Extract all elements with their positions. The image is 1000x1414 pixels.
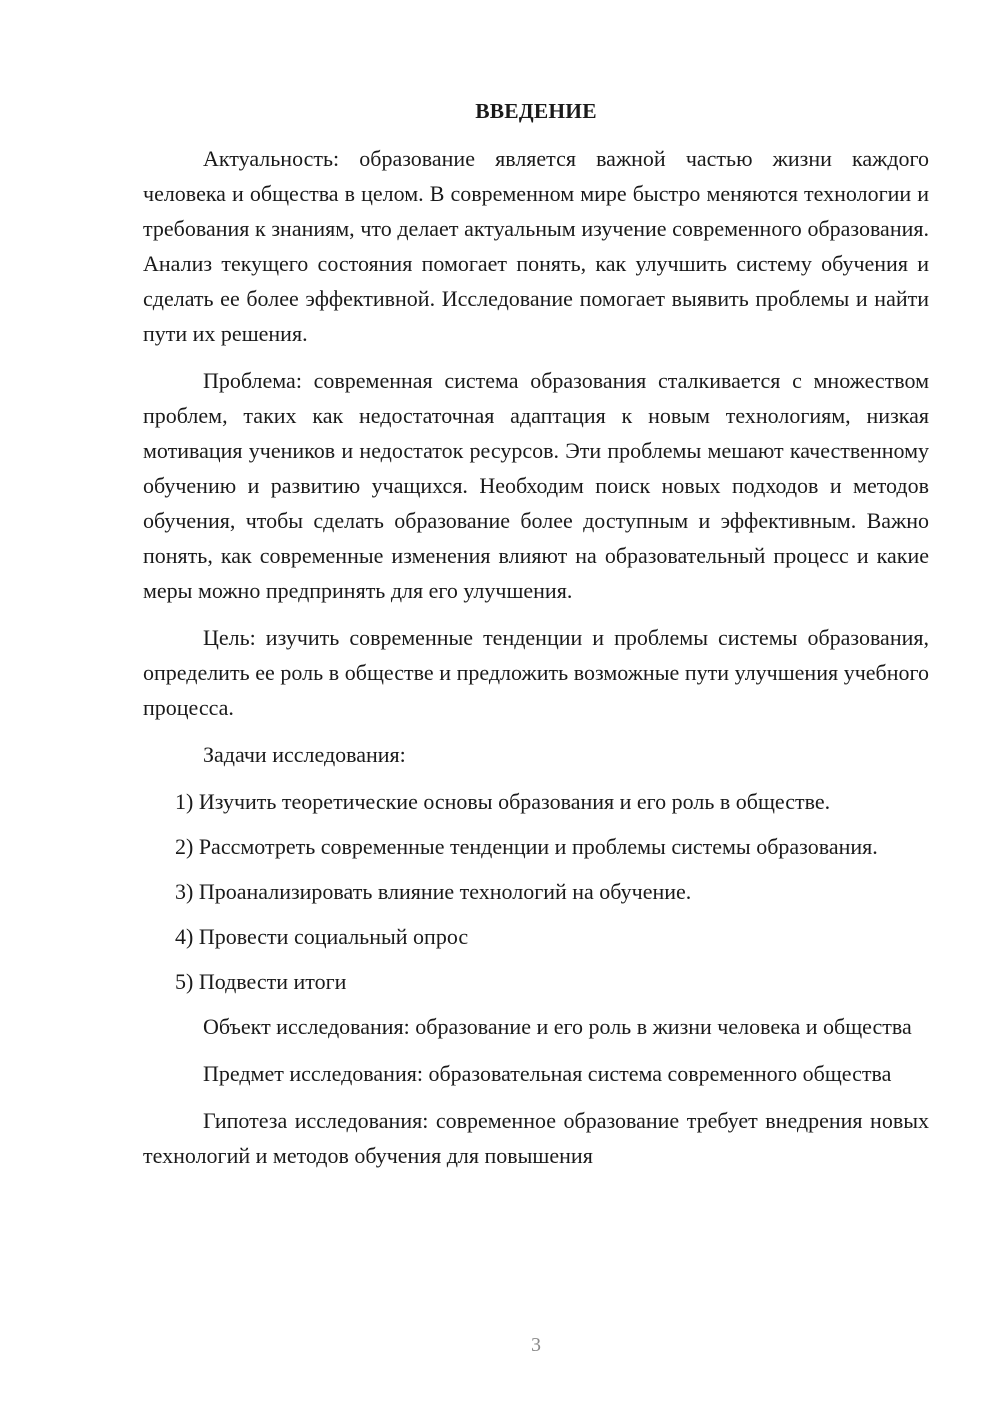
task-item-1: 1) Изучить теоретические основы образования и его роль в обществе. bbox=[175, 789, 831, 814]
page-number: 3 bbox=[531, 1334, 541, 1356]
task-item-2: 2) Рассмотреть современные тенденции и проблемы системы образования. bbox=[175, 834, 878, 859]
research-object-paragraph: Объект исследования: образование и его роль в жизни человека и общества bbox=[203, 1014, 912, 1039]
task-item-5: 5) Подвести итоги bbox=[175, 969, 347, 994]
goal-paragraph: Цель: изучить современные тенденции и проблемы системы образования, определить ее роль в обществе и предложить возможные пути улучшения учебного процесса. bbox=[143, 625, 929, 720]
section-title: ВВЕДЕНИЕ bbox=[475, 99, 597, 123]
hypothesis-paragraph: Гипотеза исследования: современное образование требует внедрения новых технологий и методов обучения для повышения bbox=[143, 1108, 929, 1168]
relevance-paragraph: Актуальность: образование является важной частью жизни каждого человека и общества в целом. В современном мире быстро меняются технологии и требования к знаниям, что делает актуальным изучение современного образования. Анализ текущего состояния помогает понять, как улучшить систему обучения и сделать ее более эффективной. Исследование помогает выявить проблемы и найти пути их решения. bbox=[143, 146, 929, 346]
research-subject-paragraph: Предмет исследования: образовательная система современного общества bbox=[203, 1061, 892, 1086]
problem-paragraph: Проблема: современная система образования сталкивается с множеством проблем, таких как недостаточная адаптация к новым технологиям, низкая мотивация учеников и недостаток ресурсов. Эти проблемы мешают качественному обучению и развитию учащихся. Необходим поиск новых подходов и методов обучения, чтобы сделать образование более доступным и эффективным. Важно понять, как современные изменения влияют на образовательный процесс и какие меры можно предпринять для его улучшения. bbox=[143, 368, 929, 603]
task-item-3: 3) Проанализировать влияние технологий на обучение. bbox=[175, 879, 692, 904]
page-content bbox=[143, 94, 929, 1185]
tasks-heading: Задачи исследования: bbox=[203, 742, 406, 767]
task-item-4: 4) Провести социальный опрос bbox=[175, 924, 469, 949]
